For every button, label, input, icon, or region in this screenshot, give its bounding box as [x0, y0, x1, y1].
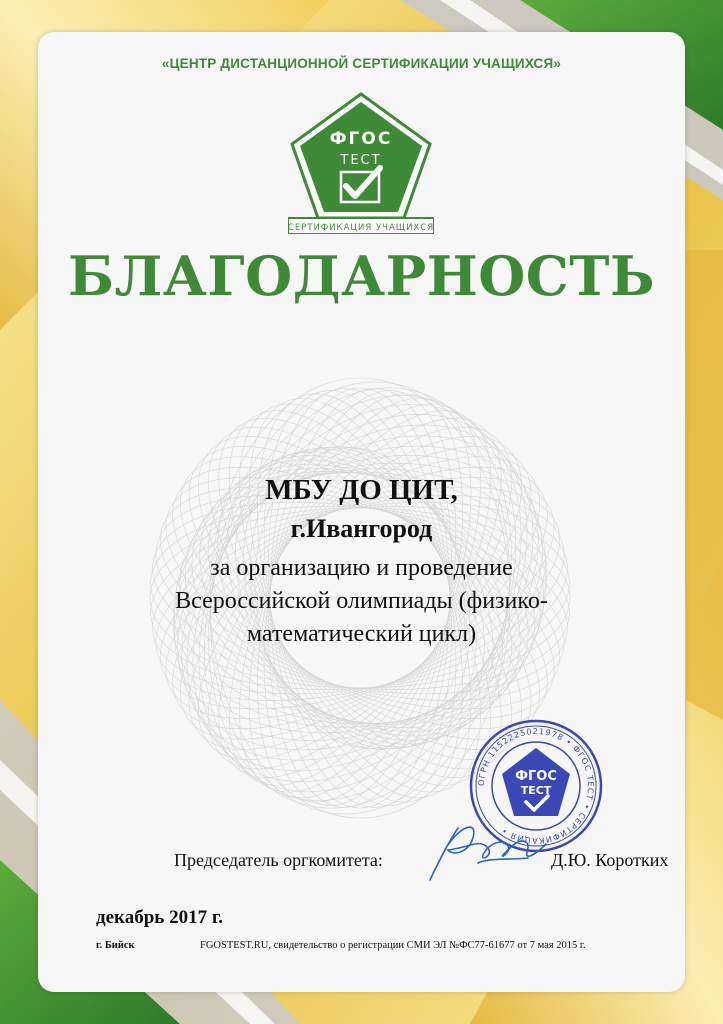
- stamp-ring-text: ОГРН 1152225021978 • ФГОС ТЕСТ • СЕРТИФИКАЦИЯ •: [476, 726, 596, 846]
- logo-line1: ФГОС: [329, 129, 393, 149]
- issue-city: г. Бийск: [96, 940, 135, 951]
- chairman-label: Председатель оргкомитета:: [174, 850, 383, 870]
- stamp-line2: ТЕСТ: [520, 784, 552, 797]
- reason-line: за организацию и проведение: [210, 555, 513, 581]
- issue-date: декабрь 2017 г.: [96, 907, 224, 928]
- logo-ribbon: СЕРТИФИКАЦИЯ УЧАЩИХСЯ: [288, 223, 434, 233]
- reason-line: Всероссийской олимпиады (физико-: [175, 588, 548, 614]
- organization-title: «ЦЕНТР ДИСТАНЦИОННОЙ СЕРТИФИКАЦИИ УЧАЩИХСЯ»: [161, 56, 562, 71]
- award-reason: [0, 552, 723, 651]
- logo-line2: ТЕСТ: [340, 153, 382, 168]
- reason-line: математический цикл): [246, 621, 477, 647]
- recipient-city: г.Ивангород: [290, 514, 433, 543]
- registration-info: FGOSTEST.RU, свидетельство о регистрации СМИ ЭЛ №ФС77-61677 от 7 мая 2015 г.: [200, 940, 586, 951]
- fgos-test-logo: [288, 92, 434, 234]
- certificate-title: БЛАГОДАРНОСТЬ: [67, 244, 656, 308]
- chairman-name: Д.Ю. Коротких: [551, 850, 669, 870]
- stamp-line1: ФГОС: [515, 769, 557, 784]
- chairman-signature: [418, 808, 548, 888]
- recipient-name: МБУ ДО ЦИТ,: [265, 474, 458, 506]
